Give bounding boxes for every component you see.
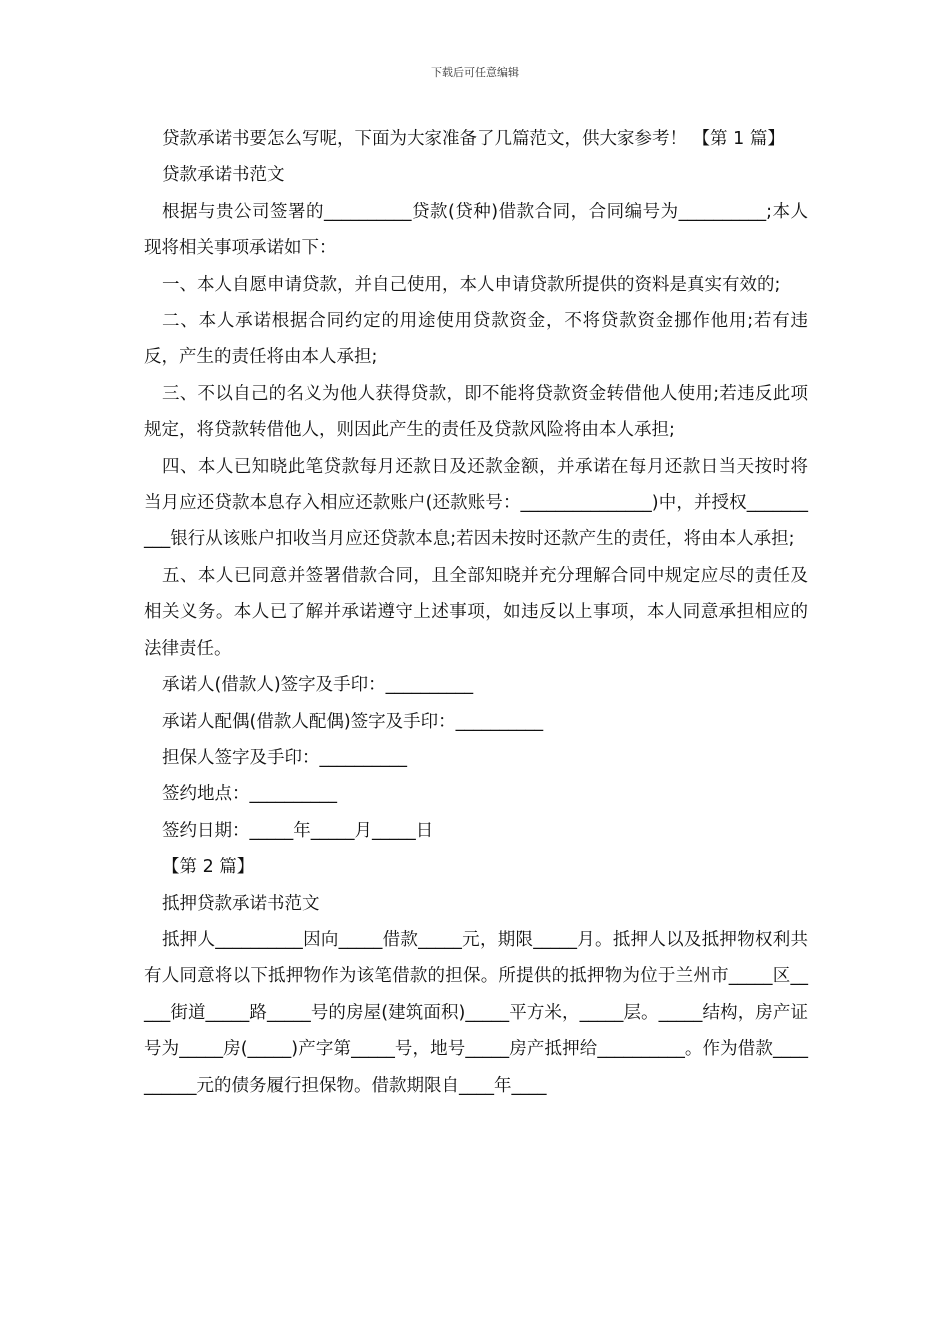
intro-paragraph: 贷款承诺书要怎么写呢，下面为大家准备了几篇范文，供大家参考！ 【第 1 篇】 (162, 129, 785, 149)
signing-place-line: 签约地点：__________ (162, 784, 337, 805)
section-marker: 【第 2 篇】 (162, 857, 255, 878)
clause-5: 五、本人已同意并签署借款合同，且全部知晓并充分理解合同中规定应尽的责任及相关义务。本人已了解并承诺遵守上述事项，如违反以上事项，本人同意承担相应的法律责任。 (144, 565, 808, 659)
section-title: 贷款承诺书范文 (162, 165, 285, 186)
body-paragraph: 根据与贵公司签署的__________贷款(贷种)借款合同，合同编号为__________;本人现将相关事项承诺如下： (144, 201, 808, 259)
signing-date-line: 签约日期：_____年_____月_____日 (162, 820, 434, 841)
signature-line-spouse: 承诺人配偶(借款人配偶)签字及手印：__________ (162, 711, 544, 732)
document-body (144, 121, 808, 1104)
clause-2: 二、本人承诺根据合同约定的用途使用贷款资金，不将贷款资金挪作他用;若有违反，产生的责任将由本人承担; (144, 311, 808, 368)
signature-line-borrower: 承诺人(借款人)签字及手印：__________ (162, 675, 474, 696)
clause-3: 三、不以自己的名义为他人获得贷款，即不能将贷款资金转借他人使用;若违反此项规定，将贷款转借他人，则因此产生的责任及贷款风险将由本人承担; (144, 383, 808, 441)
signature-line-guarantor: 担保人签字及手印：__________ (162, 747, 407, 768)
body-paragraph: 抵押人__________因向_____借款_____元，期限_____月。抵押人以及抵押物权利共有人同意将以下抵押物作为该笔借款的担保。所提供的抵押物为位于兰州市_____区_____街道_____路_____号的房屋(建筑面积)_____平方米，_____层。_____结构，房产证号为_____房(_____)产字第_____号，地号_____房产抵押给__________。作为借款__________元的债务履行担保物。借款期限自____年____ (144, 929, 808, 1096)
clause-4: 四、本人已知晓此笔贷款每月还款日及还款金额，并承诺在每月还款日当天按时将当月应还贷款本息存入相应还款账户(还款账号：_______________)中，并授权__________银行从该账户扣收当月应还贷款本息;若因未按时还款产生的责任，将由本人承担; (144, 456, 808, 550)
section-title: 抵押贷款承诺书范文 (162, 893, 320, 914)
page-header: 下载后可任意编辑 (431, 66, 519, 79)
clause-1: 一、本人自愿申请贷款，并自己使用，本人申请贷款所提供的资料是真实有效的; (162, 274, 781, 295)
